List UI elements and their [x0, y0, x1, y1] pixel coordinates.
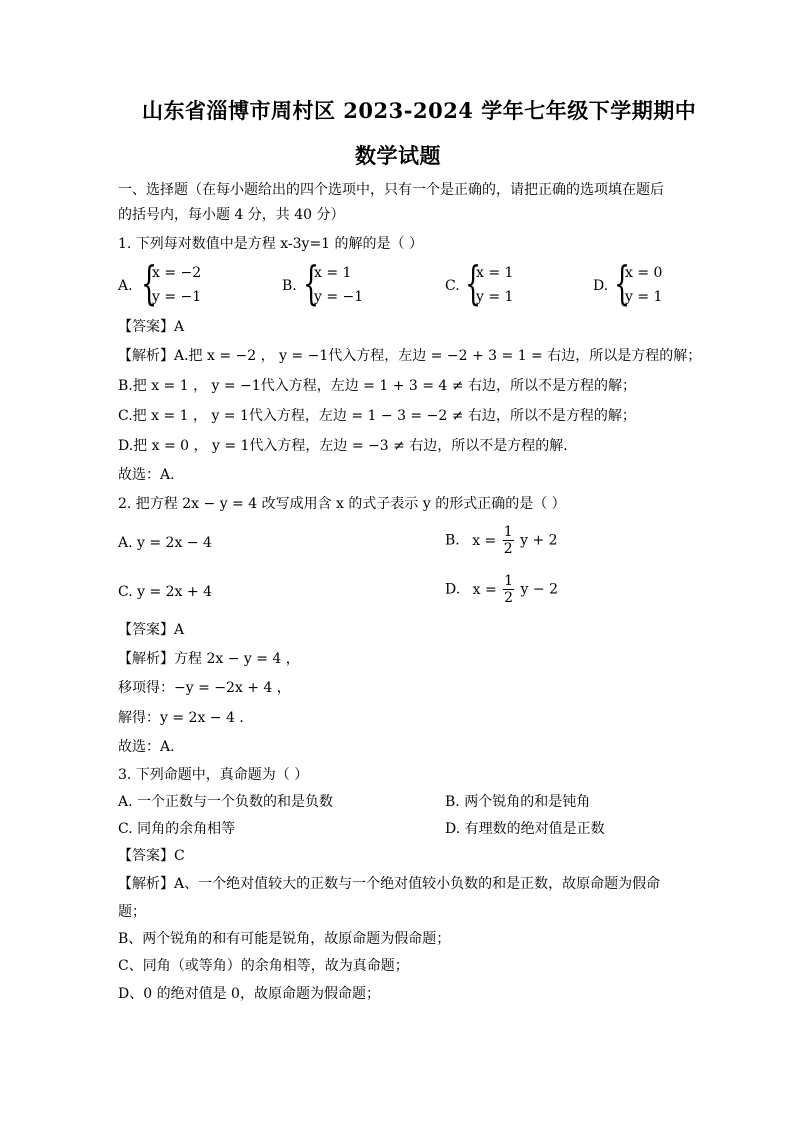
fraction-numerator: 1 [503, 524, 513, 540]
q2-analysis-line: 解得：y = 2x − 4 ． [118, 710, 254, 726]
q1-option-c-eq2: y = 1 [476, 289, 514, 305]
q3-analysis-line: 【解析】A、一个绝对值较大的正数与一个绝对值较小负数的和是正数，故原命题为假命 [118, 876, 661, 892]
fraction-denominator: 2 [504, 590, 514, 606]
q1-option-a-eq1: x = −2 [152, 265, 202, 281]
q3-analysis-line: 题； [118, 904, 146, 920]
q2-option-c: C. y = 2x + 4 [118, 584, 212, 600]
q2-analysis-line: 故选：A． [118, 739, 185, 755]
q1-analysis-line: C.把 x = 1 ， y = 1代入方程，左边 = 1 − 3 = −2 ≠ 右边，所以不是方程的解； [118, 408, 636, 424]
fraction-numerator: 1 [504, 573, 514, 589]
q1-option-b-eq2: y = −1 [314, 289, 364, 305]
q3-stem: 3. 下列命题中，真命题为（ ） [118, 767, 309, 783]
q2-option-b-fraction [503, 524, 514, 557]
q3-analysis-line: D、0 的绝对值是 0，故原命题为假命题； [118, 986, 380, 1002]
q1-option-d-label: D. [593, 278, 609, 294]
q2-option-d-label: D. [445, 581, 461, 598]
q1-option-d-brace: { [614, 256, 631, 310]
q1-answer: 【答案】A [118, 319, 185, 335]
q1-option-c-brace: { [465, 256, 482, 310]
q1-option-d-eq2: y = 1 [625, 289, 663, 305]
section1-header: 一、选择题（在每小题给出的四个选项中，只有一个是正确的，请把正确的选项填在题后 [118, 182, 664, 198]
q1-option-a-label: A. [118, 278, 133, 294]
q2-option-d [445, 573, 558, 606]
q2-option-b-label: B. [445, 532, 460, 549]
fraction-denominator: 2 [503, 541, 513, 557]
q2-option-d-var: x = [472, 581, 497, 598]
q2-option-d-fraction [503, 573, 514, 606]
q2-option-b-rest: y + 2 [520, 532, 558, 549]
q2-option-b-var: x = [472, 532, 497, 549]
q1-option-b-label: B. [282, 278, 297, 294]
q1-analysis-line: D.把 x = 0 ， y = 1代入方程，左边 = −3 ≠ 右边，所以不是方程的解． [118, 438, 578, 454]
q1-analysis-line: 故选：A． [118, 467, 185, 483]
q2-analysis-line: 【解析】方程 2x − y = 4 ， [118, 651, 300, 667]
q2-option-a: A. y = 2x − 4 [118, 535, 212, 551]
q1-stem: 1. 下列每对数值中是方程 x-3y=1 的解的是（ ） [118, 236, 423, 252]
q3-analysis-line: B、两个锐角的和有可能是锐角，故原命题为假命题； [118, 931, 451, 947]
q2-analysis-line: 移项得：−y = −2x + 4 ， [118, 680, 291, 696]
q2-stem: 2. 把方程 2x − y = 4 改写成用含 x 的式子表示 y 的形式正确的是（ ） [118, 496, 566, 512]
q3-option-a: A. 一个正数与一个负数的和是负数 [118, 794, 334, 810]
q3-analysis-line: C、同角（或等角）的余角相等，故为真命题； [118, 958, 409, 974]
doc-title-line2: 数学试题 [355, 143, 441, 168]
q1-analysis-line: B.把 x = 1 ， y = −1代入方程，左边 = 1 + 3 = 4 ≠ 右边，所以不是方程的解； [118, 378, 636, 394]
q1-option-a-brace: { [141, 256, 158, 310]
q2-option-b [445, 524, 558, 557]
q3-option-c: C. 同角的余角相等 [118, 821, 236, 837]
section1-header-cont: 的括号内，每小题 4 分，共 40 分） [118, 207, 345, 223]
q1-option-c-eq1: x = 1 [476, 265, 514, 281]
q3-option-b: B. 两个锐角的和是钝角 [445, 794, 591, 810]
q3-option-d: D. 有理数的绝对值是正数 [445, 821, 605, 837]
doc-title-line1: 山东省淄博市周村区 2023-2024 学年七年级下学期期中 [142, 98, 697, 123]
q3-answer: 【答案】C [118, 848, 185, 864]
q1-option-b-brace: { [303, 256, 320, 310]
q1-option-c-label: C. [445, 278, 460, 294]
q2-option-d-rest: y − 2 [520, 581, 558, 598]
q1-option-b-eq1: x = 1 [314, 265, 352, 281]
q1-analysis-line: 【解析】A.把 x = −2 ， y = −1代入方程，左边 = −2 + 3 = 1 = 右边，所以是方程的解； [118, 348, 702, 364]
q2-answer: 【答案】A [118, 622, 185, 638]
q1-option-d-eq1: x = 0 [625, 265, 663, 281]
q1-option-a-eq2: y = −1 [152, 289, 202, 305]
